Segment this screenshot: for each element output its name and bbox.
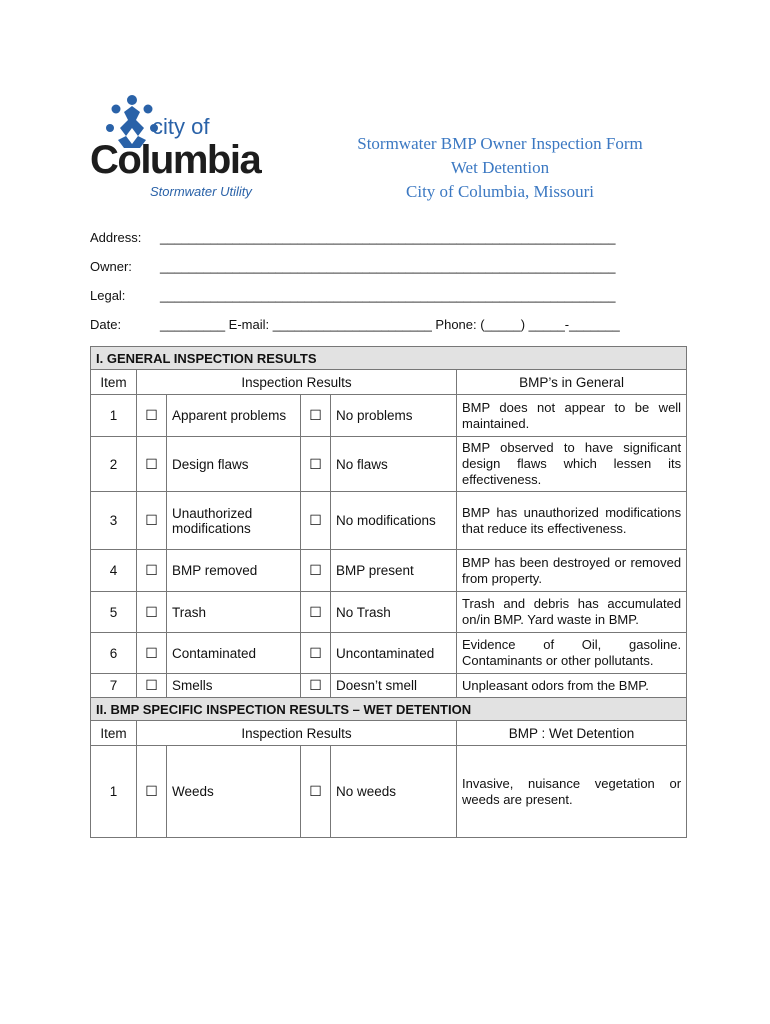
- table-row: [91, 437, 687, 492]
- option-b-label: BMP present: [331, 550, 457, 592]
- logo-city-of-text: city of: [152, 114, 210, 139]
- option-a-label: Trash: [167, 592, 301, 633]
- checkbox-a[interactable]: ☐: [137, 633, 167, 674]
- checkbox-b[interactable]: ☐: [301, 674, 331, 698]
- table-row: [91, 395, 687, 437]
- checkbox-b[interactable]: ☐: [301, 746, 331, 838]
- table-row: [91, 592, 687, 633]
- table-row: [91, 492, 687, 550]
- item-number: 3: [91, 492, 137, 550]
- option-a-label: BMP removed: [167, 550, 301, 592]
- option-a-label: Weeds: [167, 746, 301, 838]
- option-b-label: No flaws: [331, 437, 457, 492]
- checkbox-b[interactable]: ☐: [301, 395, 331, 437]
- address-label: Address:: [90, 230, 142, 245]
- form-title: [300, 132, 700, 204]
- section2-header-row: [91, 698, 687, 721]
- item-number: 4: [91, 550, 137, 592]
- owner-field[interactable]: _______________________________________________________________: [160, 259, 616, 274]
- date-row: [90, 315, 690, 344]
- address-field[interactable]: _______________________________________________________________: [160, 230, 616, 245]
- table-row: [91, 550, 687, 592]
- inspection-table: [90, 346, 687, 838]
- checkbox-a[interactable]: ☐: [137, 395, 167, 437]
- checkbox-b[interactable]: ☐: [301, 437, 331, 492]
- owner-label: Owner:: [90, 259, 132, 274]
- section1-column-headers: [91, 370, 687, 395]
- table-row: [91, 633, 687, 674]
- col-results-header: Inspection Results: [137, 721, 457, 746]
- legal-field[interactable]: _______________________________________________________________: [160, 288, 616, 303]
- date-email-phone-field[interactable]: _________ E-mail: ______________________ Phone: (_____) _____-_______: [160, 317, 620, 332]
- checkbox-b[interactable]: ☐: [301, 550, 331, 592]
- item-number: 2: [91, 437, 137, 492]
- item-number: 5: [91, 592, 137, 633]
- col-item-header: Item: [91, 370, 137, 395]
- option-b-label: Uncontaminated: [331, 633, 457, 674]
- option-a-label: Apparent problems: [167, 395, 301, 437]
- row-description: Trash and debris has accumulated on/in BMP. Yard waste in BMP.: [457, 592, 687, 633]
- option-b-label: Doesn’t smell: [331, 674, 457, 698]
- checkbox-a[interactable]: ☐: [137, 746, 167, 838]
- row-description: Evidence of Oil, gasoline. Contaminants or other pollutants.: [457, 633, 687, 674]
- option-b-label: No modifications: [331, 492, 457, 550]
- inspection-table-body: [91, 347, 687, 838]
- date-label: Date:: [90, 317, 122, 332]
- section2-column-headers: [91, 721, 687, 746]
- option-b-label: No weeds: [331, 746, 457, 838]
- option-a-label: Unauthorized modifications: [167, 492, 301, 550]
- item-number: 1: [91, 395, 137, 437]
- row-description: Unpleasant odors from the BMP.: [457, 674, 687, 698]
- option-a-label: Smells: [167, 674, 301, 698]
- row-description: BMP has been destroyed or removed from property.: [457, 550, 687, 592]
- table-row: [91, 746, 687, 838]
- legal-label: Legal:: [90, 288, 126, 303]
- row-description: Invasive, nuisance vegetation or weeds are present.: [457, 746, 687, 838]
- col-general-header: BMP’s in General: [457, 370, 687, 395]
- checkbox-a[interactable]: ☐: [137, 437, 167, 492]
- checkbox-a[interactable]: ☐: [137, 492, 167, 550]
- checkbox-b[interactable]: ☐: [301, 592, 331, 633]
- form-title-line1: Stormwater BMP Owner Inspection Form: [357, 134, 643, 153]
- checkbox-a[interactable]: ☐: [137, 674, 167, 698]
- option-b-label: No Trash: [331, 592, 457, 633]
- logo-utility-text: Stormwater Utility: [150, 184, 252, 199]
- item-number: 7: [91, 674, 137, 698]
- row-description: BMP has unauthorized modifications that reduce its effectiveness.: [457, 492, 687, 550]
- col-results-header: Inspection Results: [137, 370, 457, 395]
- checkbox-b[interactable]: ☐: [301, 492, 331, 550]
- option-b-label: No problems: [331, 395, 457, 437]
- col-item-header: Item: [91, 721, 137, 746]
- form-title-line2: Wet Detention: [450, 158, 550, 177]
- item-number: 1: [91, 746, 137, 838]
- legal-row: [90, 286, 690, 315]
- item-number: 6: [91, 633, 137, 674]
- row-description: BMP does not appear to be well maintained.: [457, 395, 687, 437]
- checkbox-b[interactable]: ☐: [301, 633, 331, 674]
- option-a-label: Contaminated: [167, 633, 301, 674]
- option-a-label: Design flaws: [167, 437, 301, 492]
- form-title-line3: City of Columbia, Missouri: [406, 182, 594, 201]
- row-description: BMP observed to have significant design flaws which lessen its effectiveness.: [457, 437, 687, 492]
- section1-heading: I. GENERAL INSPECTION RESULTS: [91, 347, 687, 370]
- section2-heading: II. BMP SPECIFIC INSPECTION RESULTS – WET DETENTION: [91, 698, 687, 721]
- owner-row: [90, 257, 690, 286]
- owner-info-fields: [90, 228, 690, 344]
- city-logo: [88, 92, 278, 207]
- section1-header-row: [91, 347, 687, 370]
- col-specific-header: BMP : Wet Detention: [457, 721, 687, 746]
- checkbox-a[interactable]: ☐: [137, 592, 167, 633]
- table-row: [91, 674, 687, 698]
- address-row: [90, 228, 690, 257]
- checkbox-a[interactable]: ☐: [137, 550, 167, 592]
- logo-columbia-text: Columbia: [90, 138, 261, 182]
